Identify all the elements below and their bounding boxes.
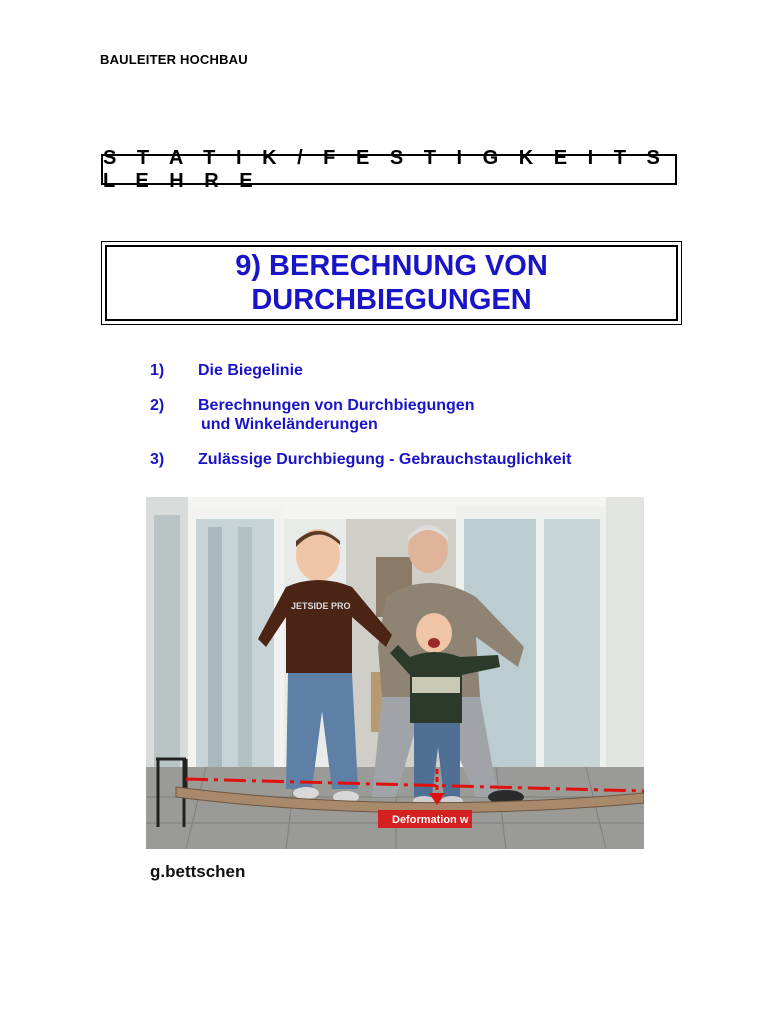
toc-item [150, 396, 571, 434]
chapter-title-line1: 9) BERECHNUNG VON [235, 250, 548, 282]
author-name: g.bettschen [150, 862, 246, 881]
toc-text: Zulässige Durchbiegung - Gebrauchstauglichkeit [198, 451, 572, 468]
left-glass [154, 515, 180, 785]
right-glass-2 [544, 519, 600, 777]
toc-text [198, 396, 474, 434]
header-organization: BAULEITER HOCHBAU [100, 52, 248, 67]
chapter-title-box [101, 241, 682, 325]
curtain-glass [196, 519, 274, 777]
toc-item [150, 361, 571, 380]
toc-text-line: und Winkeländerungen [201, 416, 378, 433]
photo-illustration [146, 497, 644, 849]
toc-text-line: Berechnungen von Durchbiegungen [198, 397, 475, 414]
deformation-label: Deformation w [392, 814, 469, 826]
toc-number: 3) [150, 451, 165, 468]
deflection-photo [146, 497, 644, 849]
subject-banner [101, 146, 677, 192]
toc-number: 2) [150, 397, 165, 414]
toc-text: Die Biegelinie [198, 362, 303, 379]
shirt-print: JETSIDE PRO [291, 601, 351, 611]
curtain-fold [208, 527, 222, 767]
toc-number: 1) [150, 362, 165, 379]
subject-text: S T A T I K / F E S T I G K E I T S L E H R E [103, 146, 668, 192]
table-of-contents [150, 361, 571, 485]
right-wall [606, 497, 644, 797]
toc-item [150, 450, 571, 469]
chapter-title-line2: DURCHBIEGUNGEN [251, 284, 532, 316]
chapter-title-inner [105, 245, 678, 321]
curtain-fold [238, 527, 252, 767]
